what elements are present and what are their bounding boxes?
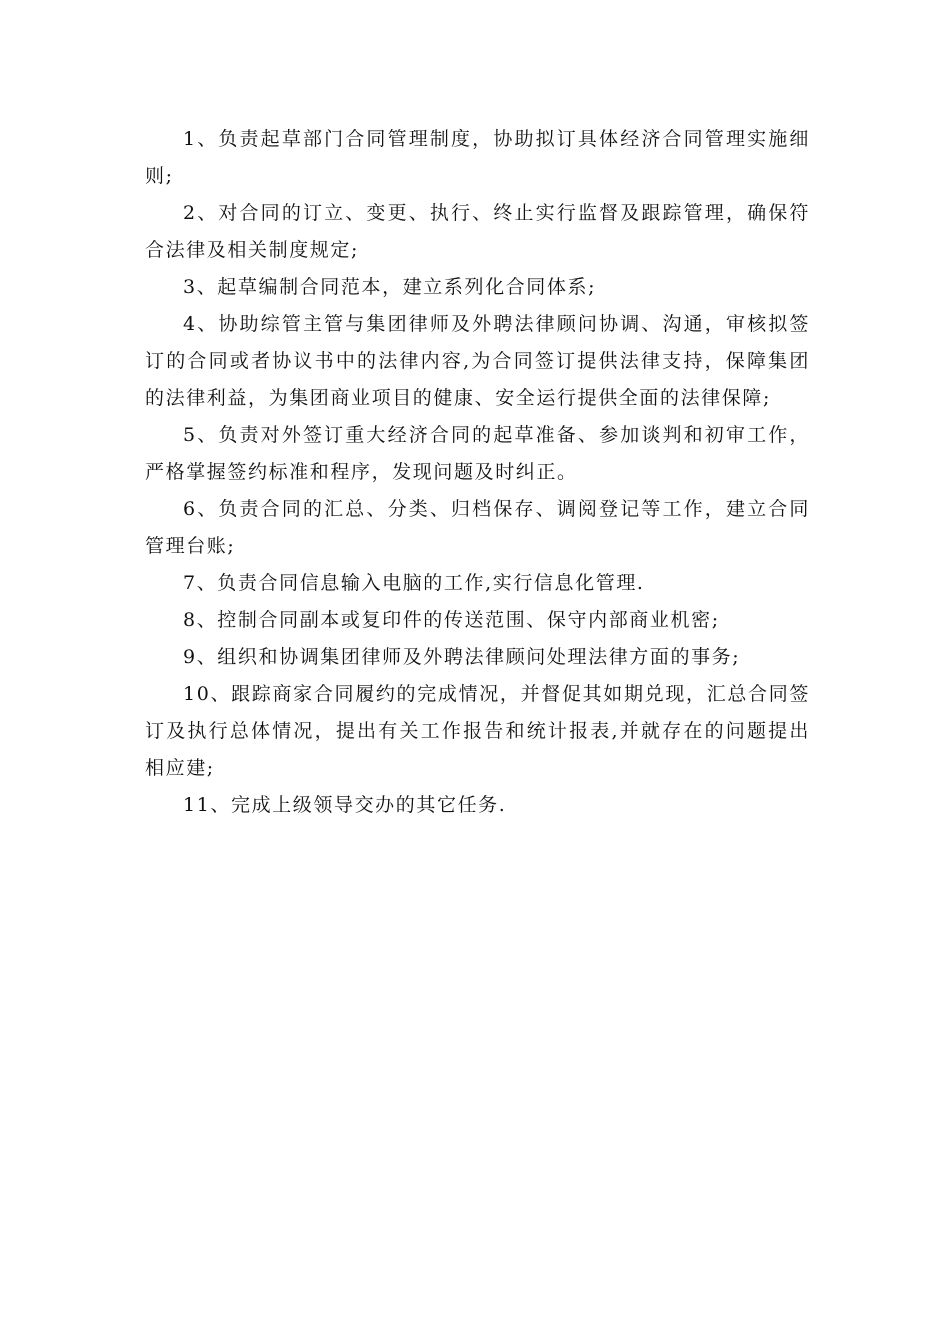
list-item-7: 7、负责合同信息输入电脑的工作,实行信息化管理. — [183, 572, 645, 594]
list-item-9: 9、组织和协调集团律师及外聘法律顾问处理法律方面的事务; — [183, 646, 741, 668]
document-body — [145, 121, 810, 824]
list-item-6: 6、负责合同的汇总、分类、归档保存、调阅登记等工作，建立合同管理台账; — [145, 498, 810, 557]
list-item-8: 8、控制合同副本或复印件的传送范围、保守内部商业机密; — [183, 609, 720, 631]
list-item-1: 1、负责起草部门合同管理制度，协助拟订具体经济合同管理实施细则; — [145, 128, 810, 187]
list-item-10: 10、跟踪商家合同履约的完成情况，并督促其如期兑现，汇总合同签订及执行总体情况，提出有关工作报告和统计报表,并就存在的问题提出相应建; — [145, 683, 810, 779]
list-item-2: 2、对合同的订立、变更、执行、终止实行监督及跟踪管理，确保符合法律及相关制度规定; — [145, 202, 810, 261]
list-item-4: 4、协助综管主管与集团律师及外聘法律顾问协调、沟通，审核拟签订的合同或者协议书中的法律内容,为合同签订提供法律支持，保障集团的法律利益，为集团商业项目的健康、安全运行提供全面的法律保障; — [145, 313, 810, 409]
list-item-11: 11、完成上级领导交办的其它任务. — [183, 794, 507, 816]
list-item-3: 3、起草编制合同范本，建立系列化合同体系; — [183, 276, 597, 298]
list-item-5: 5、负责对外签订重大经济合同的起草准备、参加谈判和初审工作，严格掌握签约标准和程序，发现问题及时纠正。 — [145, 424, 810, 483]
